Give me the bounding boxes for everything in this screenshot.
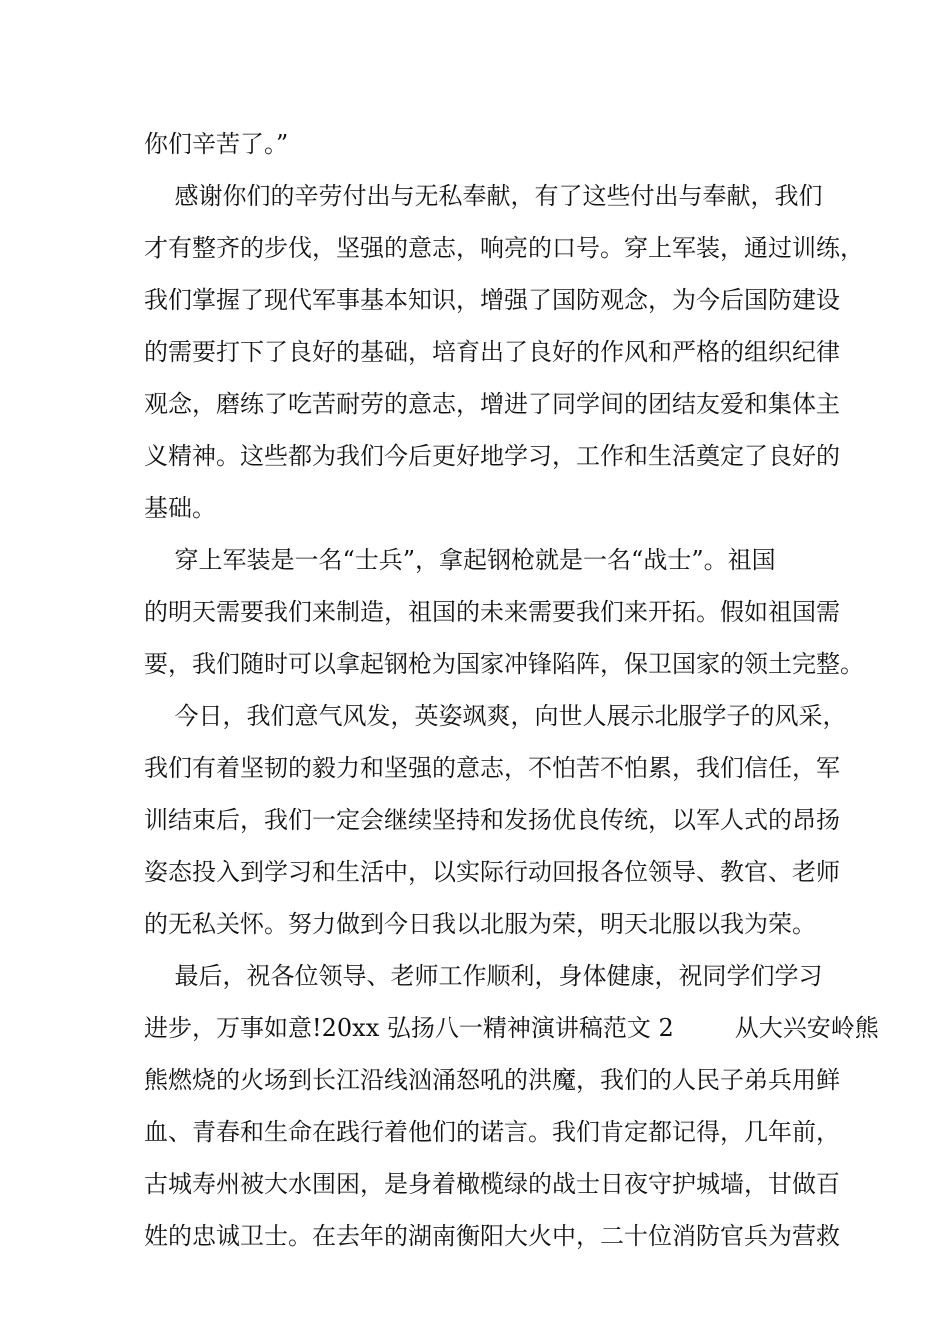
text-line: 今日，我们意气风发，英姿飒爽，向世人展示北服学子的风采，	[144, 702, 847, 730]
text-line: 古城寿州被大水围困，是身着橄榄绿的战士日夜守护城墙，甘做百	[144, 1170, 840, 1198]
text-line: 我们掌握了现代军事基本知识，增强了国防观念，为今后国防建设	[144, 286, 840, 314]
text-line: 血、青春和生命在践行着他们的诺言。我们肯定都记得，几年前，	[144, 1118, 840, 1146]
text-line: 观念，磨练了吃苦耐劳的意志，增进了同学间的团结友爱和集体主	[144, 390, 840, 418]
text-line: 的明天需要我们来制造，祖国的未来需要我们来开拓。假如祖国需	[144, 598, 840, 626]
text-line: 的需要打下了良好的基础，培育出了良好的作风和严格的组织纪律	[144, 338, 840, 366]
text-line: 熊燃烧的火场到长江沿线汹涌怒吼的洪魔，我们的人民子弟兵用鲜	[144, 1066, 840, 1094]
text-line: 要，我们随时可以拿起钢枪为国家冲锋陷阵，保卫国家的领土完整。	[144, 650, 864, 678]
text-line: 的无私关怀。努力做到今日我以北服为荣，明天北服以我为荣。	[144, 910, 816, 938]
text-line: 你们辛苦了。”	[144, 130, 289, 158]
text-line: 我们有着坚韧的毅力和坚强的意志，不怕苦不怕累，我们信任，军	[144, 754, 840, 782]
text-line: 训结束后，我们一定会继续坚持和发扬优良传统，以军人式的昂扬	[144, 806, 840, 834]
text-line: 姓的忠诚卫士。在去年的湖南衡阳大火中，二十位消防官兵为营救	[144, 1222, 840, 1250]
text-line: 感谢你们的辛劳付出与无私奉献，有了这些付出与奉献，我们	[144, 182, 823, 210]
text-line: 义精神。这些都为我们今后更好地学习，工作和生活奠定了良好的	[144, 442, 840, 470]
text-line: 才有整齐的步伐，坚强的意志，响亮的口号。穿上军装，通过训练，	[144, 234, 864, 262]
text-line: 最后，祝各位领导、老师工作顺利，身体健康，祝同学们学习	[144, 962, 823, 990]
text-line: 穿上军装是一名“士兵”，拿起钢枪就是一名“战士”。祖国	[144, 546, 776, 574]
text-line: 姿态投入到学习和生活中，以实际行动回报各位领导、教官、老师	[144, 858, 840, 886]
document-body	[144, 124, 879, 1268]
text-line: 进步，万事如意!20xx 弘扬八一精神演讲稿范文 2 从大兴安岭熊	[144, 1014, 879, 1042]
text-line: 基础。	[144, 494, 216, 522]
